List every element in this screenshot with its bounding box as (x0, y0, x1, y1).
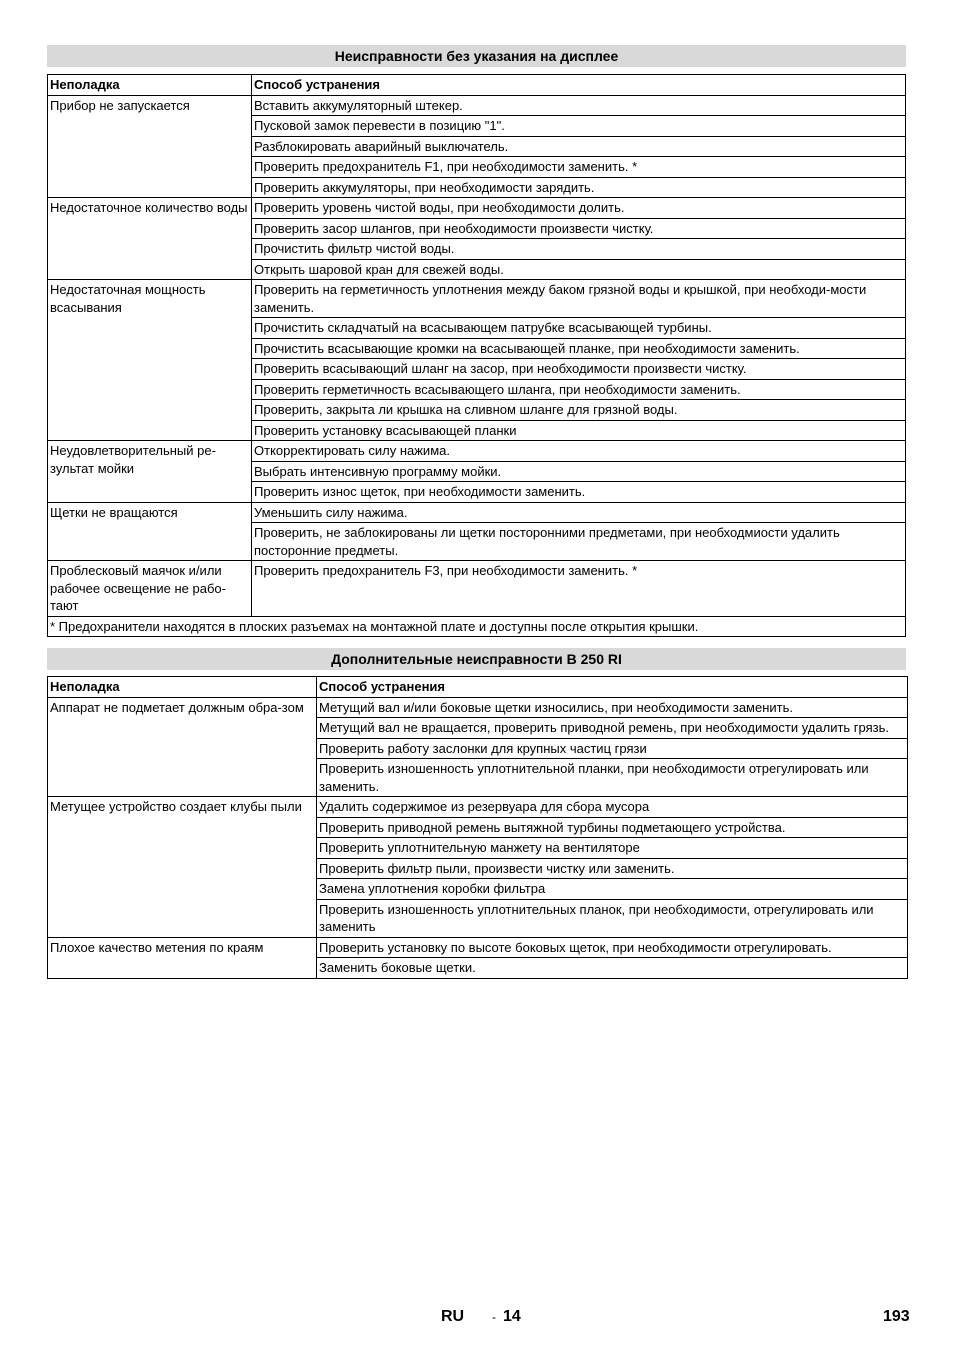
fault-cell: Проблесковый маячок и/или рабочее освещение не рабо-тают (48, 561, 252, 617)
table-row (48, 797, 908, 818)
fault-cell: Недостаточная мощность всасывания (48, 280, 252, 441)
fault-table (47, 74, 906, 637)
fault-cell: Метущее устройство создает клубы пыли (48, 797, 317, 938)
remedy-cell: Прочистить фильтр чистой воды. (252, 239, 906, 260)
table-header-row (48, 677, 908, 698)
table-header-row (48, 75, 906, 96)
table-row (48, 441, 906, 462)
fault-table (47, 676, 908, 979)
fault-cell: Плохое качество метения по краям (48, 937, 317, 978)
remedy-cell: Уменьшить силу нажима. (252, 502, 906, 523)
remedy-cell: Проверить, не заблокированы ли щетки посторонними предметами, при необходмиости удалить посторонние предметы. (252, 523, 906, 561)
table-body (48, 697, 908, 978)
remedy-cell: Заменить боковые щетки. (317, 958, 908, 979)
table-row (48, 502, 906, 523)
remedy-cell: Удалить содержимое из резервуара для сбора мусора (317, 797, 908, 818)
remedy-cell: Проверить уплотнительную манжету на вентиляторе (317, 838, 908, 859)
remedy-cell: Пусковой замок перевести в позицию "1". (252, 116, 906, 137)
remedy-cell: Проверить аккумуляторы, при необходимости зарядить. (252, 177, 906, 198)
remedy-cell: Проверить всасывающий шланг на засор, при необходимости произвести чистку. (252, 359, 906, 380)
remedy-cell: Проверить предохранитель F3, при необходимости заменить. * (252, 561, 906, 617)
remedy-cell: Проверить предохранитель F1, при необходимости заменить. * (252, 157, 906, 178)
remedy-cell: Вставить аккумуляторный штекер. (252, 95, 906, 116)
remedy-cell: Проверить износ щеток, при необходимости заменить. (252, 482, 906, 503)
remedy-cell: Открыть шаровой кран для свежей воды. (252, 259, 906, 280)
remedy-cell: Проверить изношенность уплотнительных планок, при необходимости, отрегулировать или заменить (317, 899, 908, 937)
remedy-cell: Откорректировать силу нажима. (252, 441, 906, 462)
fault-cell: Прибор не запускается (48, 95, 252, 198)
fault-cell: Аппарат не подметает должным обра-зом (48, 697, 317, 797)
fault-cell: Недостаточное количество воды (48, 198, 252, 280)
section-title: Дополнительные неисправности B 250 RI (47, 648, 906, 670)
footer-dash: - (492, 1310, 496, 1324)
table-row (48, 561, 906, 617)
column-header-remedy: Способ устранения (252, 75, 906, 96)
remedy-cell: Метущий вал не вращается, проверить приводной ремень, при необходимости удалить грязь. (317, 718, 908, 739)
column-header-remedy: Способ устранения (317, 677, 908, 698)
footer-page-number: 14 (503, 1308, 521, 1325)
table-row (48, 95, 906, 116)
remedy-cell: Замена уплотнения коробки фильтра (317, 879, 908, 900)
remedy-cell: Проверить засор шлангов, при необходимости произвести чистку. (252, 218, 906, 239)
remedy-cell: Метущий вал и/или боковые щетки износились, при необходимости заменить. (317, 697, 908, 718)
footer-total-page: 193 (883, 1308, 910, 1325)
remedy-cell: Проверить герметичность всасывающего шланга, при необходимости заменить. (252, 379, 906, 400)
section-title: Неисправности без указания на дисплее (47, 45, 906, 67)
remedy-cell: Проверить изношенность уплотнительной планки, при необходимости отрегулировать или заменить. (317, 759, 908, 797)
fault-cell: Щетки не вращаются (48, 502, 252, 561)
remedy-cell: Прочистить складчатый на всасывающем патрубке всасывающей турбины. (252, 318, 906, 339)
remedy-cell: Проверить приводной ремень вытяжной турбины подметающего устройства. (317, 817, 908, 838)
table-note-row (48, 616, 906, 637)
remedy-cell: Проверить уровень чистой воды, при необходимости долить. (252, 198, 906, 219)
remedy-cell: Разблокировать аварийный выключатель. (252, 136, 906, 157)
column-header-fault: Неполадка (48, 677, 317, 698)
table-row (48, 280, 906, 318)
footnote: * Предохранители находятся в плоских разъемах на монтажной плате и доступны после открытия крышки. (48, 616, 906, 637)
footer-language: RU (441, 1308, 465, 1325)
remedy-cell: Проверить установку по высоте боковых щеток, при необходимости отрегулировать. (317, 937, 908, 958)
column-header-fault: Неполадка (48, 75, 252, 96)
table-body (48, 95, 906, 637)
table-row (48, 697, 908, 718)
remedy-cell: Проверить, закрыта ли крышка на сливном шланге для грязной воды. (252, 400, 906, 421)
remedy-cell: Прочистить всасывающие кромки на всасывающей планке, при необходимости заменить. (252, 338, 906, 359)
remedy-cell: Выбрать интенсивную программу мойки. (252, 461, 906, 482)
remedy-cell: Проверить установку всасывающей планки (252, 420, 906, 441)
table-row (48, 198, 906, 219)
remedy-cell: Проверить работу заслонки для крупных частиц грязи (317, 738, 908, 759)
fault-cell: Неудовлетворительный ре-зультат мойки (48, 441, 252, 503)
remedy-cell: Проверить на герметичность уплотнения между баком грязной воды и крышкой, при необходи-мости заменить. (252, 280, 906, 318)
table-row (48, 937, 908, 958)
remedy-cell: Проверить фильтр пыли, произвести чистку или заменить. (317, 858, 908, 879)
